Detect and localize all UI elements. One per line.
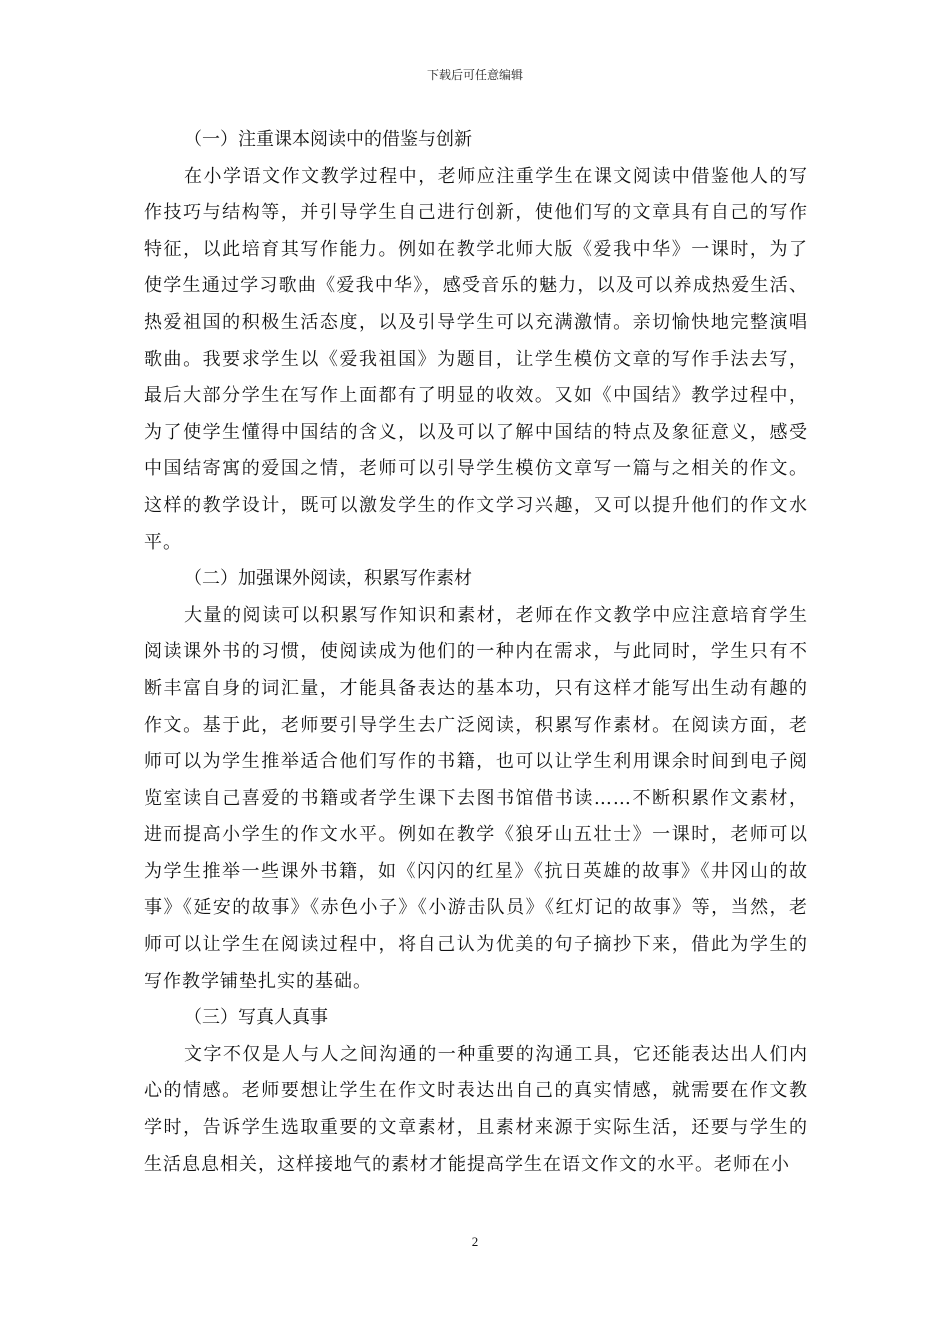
section-paragraph-1: 在小学语文作文教学过程中，老师应注重学生在课文阅读中借鉴他人的写作技巧与结构等，并引导学生自己进行创新，使他们写的文章具有自己的写作特征，以此培育其写作能力。例如在教学北师大版《爱我中华》一课时，为了使学生通过学习歌曲《爱我中华》，感受音乐的魅力，以及可以养成热爱生活、热爱祖国的积极生活态度，以及引导学生可以充满激情。亲切愉快地完整演唱歌曲。我要求学生以《爱我祖国》为题目，让学生模仿文章的写作手法去写，最后大部分学生在写作上面都有了明显的收效。又如《中国结》教学过程中，为了使学生懂得中国结的含义，以及可以了解中国结的特点及象征意义，感受中国结寄寓的爱国之情，老师可以引导学生模仿文章写一篇与之相关的作文。这样的教学设计，既可以激发学生的作文学习兴趣，又可以提升他们的作文水平。 <box>144 165 808 553</box>
section-paragraph-3: 文字不仅是人与人之间沟通的一种重要的沟通工具，它还能表达出人们内心的情感。老师要想让学生在作文时表达出自己的真实情感，就需要在作文教学时，告诉学生选取重要的文章素材，且素材来源于实际生活，还要与学生的生活息息相关，这样接地气的素材才能提高学生在语文作文的水平。老师在小 <box>144 1043 808 1175</box>
document-body <box>144 122 808 1183</box>
section-heading-1: （一）注重课本阅读中的借鉴与创新 <box>184 129 472 150</box>
page-number: 2 <box>471 1234 479 1249</box>
section-heading-2: （二）加强课外阅读，积累写作素材 <box>184 568 472 590</box>
section-heading-3: （三）写真人真事 <box>184 1007 328 1029</box>
section-paragraph-2: 大量的阅读可以积累写作知识和素材，老师在作文教学中应注意培育学生阅读课外书的习惯，使阅读成为他们的一种内在需求，与此同时，学生只有不断丰富自身的词汇量，才能具备表达的基本功，只有这样才能写出生动有趣的作文。基于此，老师要引导学生去广泛阅读，积累写作素材。在阅读方面，老师可以为学生推举适合他们写作的书籍，也可以让学生利用课余时间到电子阅览室读自己喜爱的书籍或者学生课下去图书馆借书读……不断积累作文素材，进而提高小学生的作文水平。例如在教学《狼牙山五壮士》一课时，老师可以为学生推举一些课外书籍，如《闪闪的红星》《抗日英雄的故事》《井冈山的故事》《延安的故事》《赤色小子》《小游击队员》《红灯记的故事》等，当然，老师可以让学生在阅读过程中，将自己认为优美的句子摘抄下来，借此为学生的写作教学铺垫扎实的基础。 <box>144 604 808 992</box>
page-header: 下载后可任意编辑 <box>426 68 523 82</box>
